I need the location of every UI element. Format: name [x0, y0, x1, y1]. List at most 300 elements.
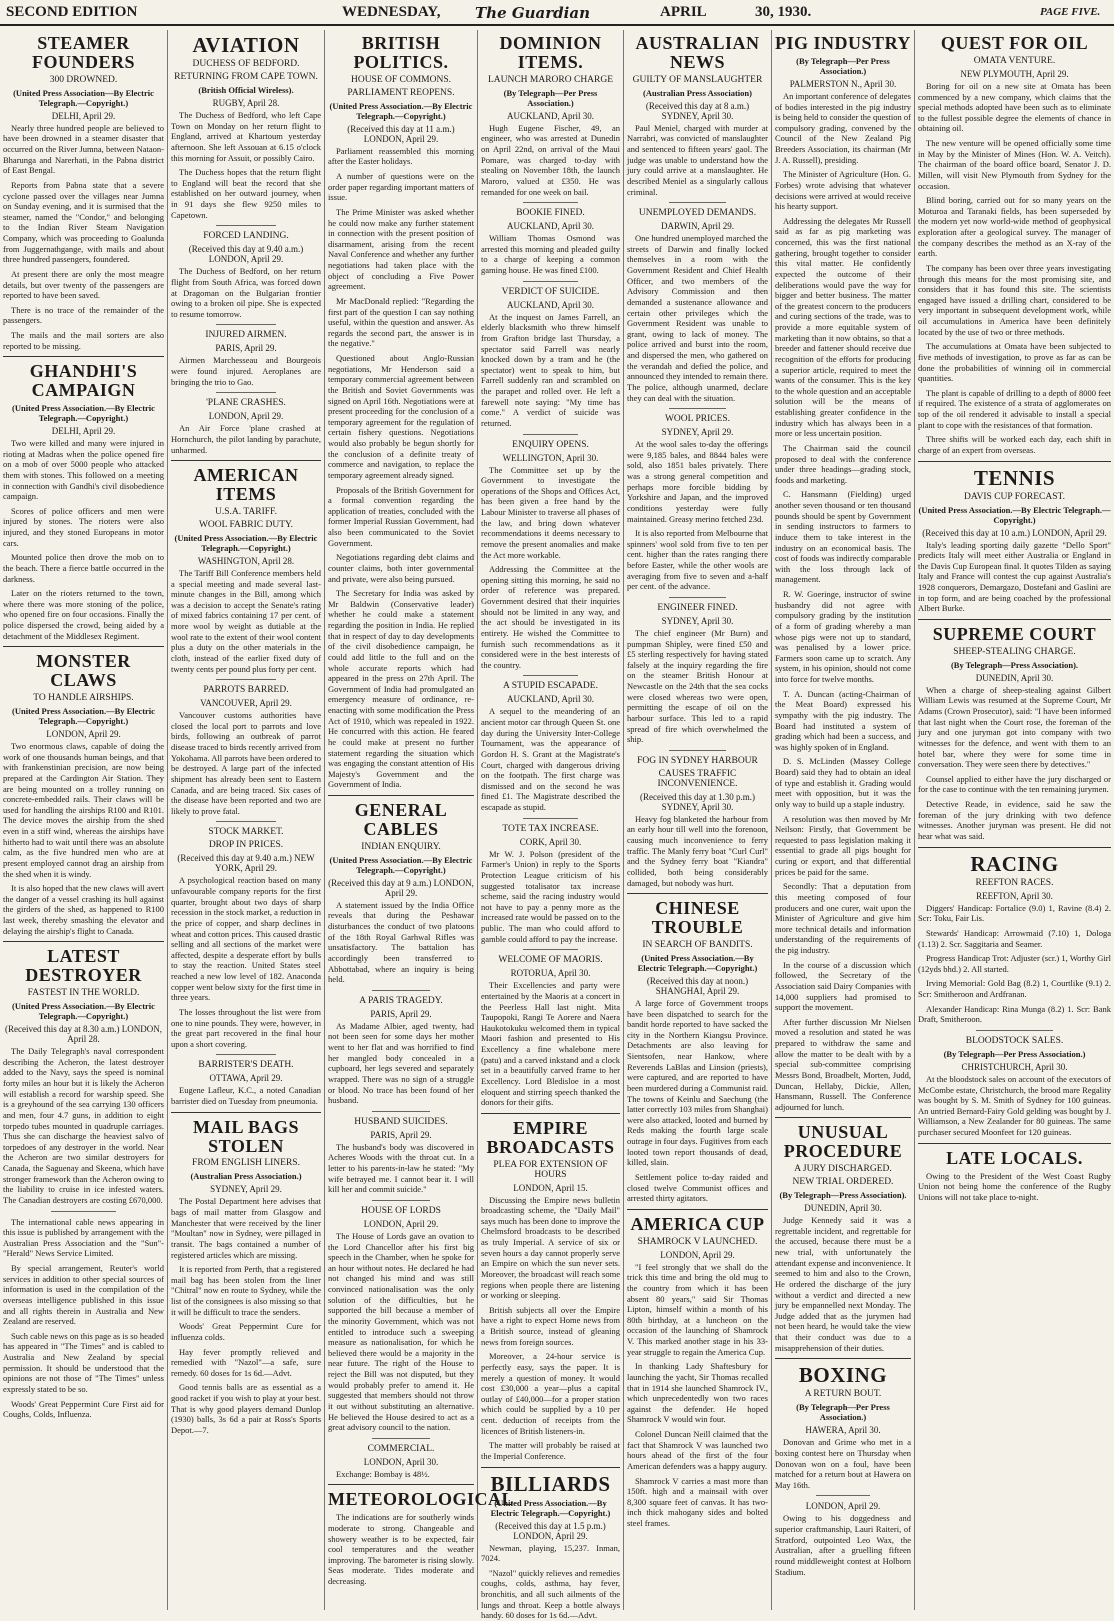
- article-subheading: RETURNING FROM CAPE TOWN.: [174, 72, 318, 83]
- section-divider: [627, 1209, 768, 1210]
- article-paragraph: The chief engineer (Mr Burn) and pumpman Shipley, were fined £50 and £5 sterling respectively for having stated falsely at the inquiry regarding the fire on the steamer British Honour at Newcastle on the 24th that the sea cocks were closed whereas two were open, permitting the escape of oil on the harbour surface. This led to a rapid spread of fire which overwhelmed the ship.: [627, 627, 768, 745]
- article-subheading: VERDICT OF SUICIDE.: [501, 286, 600, 297]
- column-6: [772, 30, 915, 1610]
- article-dateline: SYDNEY, April 29.: [661, 427, 734, 438]
- article-dateline: SYDNEY, April 29.: [210, 1184, 282, 1195]
- article-paragraph: At present there are only the most meagre details, but over twenty of the passengers are reported to have been saved.: [3, 268, 164, 301]
- article-paragraph: An important conference of delegates of bodies interested in the pig industry is being held to consider the question of compulsory grading, convened by the Council of the New Zealand Pig Breeders Association, its chairman (Mr J. A. Russell), presiding.: [775, 90, 911, 165]
- article: [3, 1217, 164, 1420]
- article: [171, 231, 321, 319]
- article: [775, 1364, 911, 1490]
- article-paragraph: Airmen Marchesseau and Bourgeois were found injured. Aeroplanes are bringing the trio to Gao.: [171, 355, 321, 387]
- article-headline: MAIL BAGS STOLEN: [192, 1116, 300, 1156]
- article: [171, 827, 321, 1049]
- article-paragraph: A sequel to the meandering of an ancient motor car through Queen St. one day during the University Inter-College Tournament, was the appearance of Gordon H. S. Grant at the Magistrate's Court, charged with dangerous driving on the footpath. The first charge was dismissed and on the second he was fined £1. The Magistrate described the escapade as stupid.: [481, 706, 620, 813]
- article-subheading: WOOL FABRIC DUTY.: [198, 519, 294, 530]
- article-paragraph: The mails and the mail sorters are also reported to be missing.: [3, 330, 164, 351]
- article-dateline: (Received this day at 10 a.m.) LONDON, April 29.: [922, 527, 1107, 538]
- article-dateline: WASHINGTON, April 28.: [197, 555, 295, 566]
- article: [918, 1036, 1111, 1138]
- section-divider: [216, 821, 276, 822]
- article: [481, 208, 620, 276]
- article-dateline: VANCOUVER, April 29.: [200, 698, 292, 709]
- article-paragraph: A statement issued by the India Office reveals that during the Peshawar disturbances the conduct of two platoons of the 18th Royal Garhwal Rifles was unsatisfactory. The battalion has accordingly been transferred to Abbottabad, where an inquiry is being held.: [328, 899, 474, 985]
- article-dateline: DARWIN, April 29.: [661, 221, 734, 232]
- article-paragraph: Settlement police to-day raided and closed twelve Communist offices and arrested thirty agitators.: [627, 1171, 768, 1204]
- article: [171, 1060, 321, 1106]
- section-divider: [51, 1211, 115, 1212]
- article-subheading: INDIAN ENQUIRY.: [361, 841, 441, 852]
- section-divider: [775, 1358, 911, 1359]
- article-paragraph: The Minister of Agriculture (Hon. G. Forbes) wrote advising that whatever decisions were arrived at would receive his hearty support.: [775, 169, 911, 212]
- article-paragraph: Proposals of the British Government for a formal convention regarding the application of treaties, concluded with the former Imperial Russian Government, had also been communicated to the Soviet Government.: [328, 484, 474, 548]
- article-headline: AMERICAN ITEMS: [193, 465, 299, 505]
- article: [627, 603, 768, 745]
- article-subheading: SHAMROCK V LAUNCHED.: [637, 1236, 758, 1247]
- article-headline: STEAMER FOUNDERS: [31, 33, 135, 72]
- article-headline: AMERICA CUP: [630, 1213, 765, 1234]
- article-paragraph: Progress Handicap Trot: Adjuster (scr.) 1, Worthy Girl (12yds bhd.) 2. All started.: [918, 953, 1111, 974]
- article-subheading: GUILTY OF MANSLAUGHTER: [632, 74, 763, 85]
- article-subheading: HUSBAND SUICIDES.: [354, 1116, 448, 1127]
- article-credit: (By Telegraph—Per Press Association.): [943, 1048, 1086, 1059]
- article-dateline: (Received this day at 1.5 p.m.) LONDON, April 29.: [495, 1520, 606, 1541]
- article-dateline: WELLINGTON, April 30.: [502, 452, 599, 463]
- article-dateline: DELHI, April 29.: [51, 426, 116, 437]
- section-divider: [523, 202, 579, 203]
- date-label: 30, 1930.: [755, 4, 812, 20]
- article-dateline: DELHI, April 29.: [51, 110, 116, 121]
- article-dateline: (Received this day at 8 a.m.) SYDNEY, April 30.: [645, 100, 750, 121]
- article: [627, 34, 768, 197]
- article-paragraph: Diggers' Handicap: Fortalice (9.0) 1, Ravine (8.4) 2. Scr: Toku, Fair Lis.: [918, 902, 1111, 924]
- section-divider: [481, 1113, 620, 1114]
- article: [3, 362, 164, 641]
- section-divider: [372, 1438, 430, 1439]
- article-subheading: TO HANDLE AIRSHIPS.: [33, 693, 134, 704]
- article-paragraph: The international cable news appearing in this issue is published by arrangement with the Australian Press Association and the "Sun"-"Herald" News Service Limited.: [3, 1216, 164, 1259]
- article: [328, 1489, 515, 1587]
- article: [481, 1473, 620, 1621]
- article: [171, 34, 321, 220]
- article-headline: BOXING: [798, 1363, 888, 1388]
- article-paragraph: Two were killed and many were injured in rioting at Madras when the police opened fire on a mob of over 5000 people who attacked them with stones. This followed on a meeting in connection with Gandhi's civil disobedience campaign.: [3, 438, 164, 502]
- article-paragraph: In thanking Lady Shaftesbury for launching the yacht, Sir Thomas recalled that in 1914 she launched Shamrock IV., which unprecedentedly won two races against the defender. He hoped Shamrock V would win four.: [627, 1361, 768, 1425]
- article-paragraph: William Thomas Osmond was arrested this morning and pleaded guilty to a charge of keeping a common gaming house. He was fined £100.: [481, 233, 620, 276]
- article-paragraph: The company has been over three years investigating through this means for the most promising site, and considers that it has found this site. The scientists engaged have issued a drilling chart, considered to be very important in subsequent development work, while oil accumulations in America have been definitely located by the use of two or three methods.: [918, 262, 1111, 337]
- article-subheading: DROP IN PRICES.: [208, 840, 284, 851]
- article-dateline: (Received this day at 8.30 a.m.) LONDON, April 28.: [5, 1024, 162, 1045]
- article-headline: UNUSUAL PROCEDURE: [783, 1122, 903, 1162]
- article: [627, 208, 768, 403]
- article-headline: DOMINION ITEMS.: [499, 33, 602, 72]
- article: [481, 955, 620, 1108]
- article: [775, 34, 911, 1112]
- section-divider: [216, 1054, 276, 1055]
- article-subheading: LAUNCH MARORO CHARGE: [487, 74, 614, 85]
- article: [481, 1119, 620, 1462]
- section-divider: [3, 941, 164, 942]
- article-headline: METEOROLOGICAL: [328, 1489, 515, 1510]
- article-paragraph: There is no trace of the remainder of the passengers.: [3, 304, 164, 326]
- article-paragraph: The new venture will be opened officially some time in May by the Minister of Mines (Hon. W. A. Veitch). The chairman of the board office board, Senator J. D. Millen, will visit New Plymouth from Sydney for the occasion.: [918, 138, 1111, 191]
- article-paragraph: A psychological reaction based on many unfavourable company reports for the first quarter, brought about two days of sharp recession in the stock market, a reduction in the price of copper, and sharp declines in wheat and cotton prices. This caused drastic selling and all sections of the market were affected, despite a desperate effort by bulls to stay the reaction. United States steel reached a new low level of 182. Anaconda copper went below sixty for the first time in three years.: [171, 875, 321, 1003]
- article: [775, 1123, 911, 1353]
- article-subheading: REEFTON RACES.: [975, 877, 1054, 888]
- section-divider: [918, 847, 1111, 848]
- section-divider: [171, 460, 321, 461]
- article-credit: (United Press Association.—By Electric Telegraph.—Copyright.): [12, 403, 155, 424]
- section-divider: [216, 324, 276, 325]
- month-label: APRIL: [660, 4, 707, 20]
- section-divider: [523, 281, 579, 282]
- article-credit: (Australian Press Association.): [190, 1171, 302, 1182]
- article-paragraph: Parliament reassembled this morning after the Easter holidays.: [328, 145, 474, 167]
- article-paragraph: The Postal Department here advises that bags of mail matter from Glasgow and Manchester that were received by the liner "Moultan" now in Sydney, were pillaged in transit. The bags contained a number of registered articles which are missing.: [171, 1196, 321, 1260]
- article-paragraph: Negotiations regarding debt claims and counter claims, both inter governmental and private, were also being pursued.: [328, 552, 474, 584]
- article-dateline: (Received this day at 9.40 a.m.) NEW YORK, April 29.: [177, 853, 315, 874]
- article: [3, 947, 164, 1205]
- article-paragraph: Eugene Lafleur, K.C., a noted Canadian barrister died on Tuesday from pneumonia.: [171, 1085, 321, 1107]
- article-paragraph: Boring for oil on a new site at Omata has been commenced by a new company, which claims that the special methods adopted have been such as to eliminate to the fullest possible degree the elements of chance in obtaining oil.: [918, 80, 1111, 134]
- section-divider: [918, 461, 1111, 462]
- edition-label: SECOND EDITION: [6, 4, 138, 20]
- article-subheading: ENGINEER FINED.: [657, 602, 738, 613]
- article-paragraph: Hay fever promptly relieved and remedied with "Nazol"—a safe, sure remedy. 60 doses for 1s 6d.—Advt.: [171, 1346, 321, 1378]
- column-4: [478, 30, 624, 1621]
- article-paragraph: Stewards' Handicap: Arrowmaid (7.10) 1, Dologa (1.13) 2. Scr. Saggitaria and Seamer.: [918, 927, 1111, 949]
- article-dateline: AUCKLAND, April 30.: [507, 299, 594, 310]
- article-subheading: SHEEP-STEALING CHARGE.: [953, 646, 1076, 657]
- article: [481, 287, 620, 429]
- article-subheading: 300 DROWNED.: [49, 74, 118, 85]
- section-divider: [669, 202, 725, 203]
- article-paragraph: Questioned about Anglo-Russian negotiations, Mr Henderson said a temporary commercial agreement between the British and Soviet Governments was signed on April 16th. Negotiations were at present proceeding for the conclusion of a temporary agreement for the regulation of certain fishery questions. Negotiations would also probably be begun shortly for the conclusion of a definite treaty of commerce and navigation, to replace the temporary agreement already signed.: [328, 353, 474, 480]
- section-divider: [3, 646, 164, 647]
- article-credit: (By Telegraph—Per Press Association.): [796, 1402, 890, 1423]
- article-paragraph: After further discussion Mr Nielsen moved a resolution and stated he was prepared to withdraw the same and allow the matter to be dealt with by a special sub-committee comprising Messrs Bond, Broadbelt, Morten, Judd, Duncan, Hellaby, Dickie, Allen, Hansmann, Russell. The Conference adjourned for lunch.: [775, 1016, 911, 1112]
- article-headline: RACING: [970, 851, 1059, 876]
- article: [481, 824, 620, 945]
- section-divider: [816, 1495, 870, 1496]
- article-paragraph: By special arrangement, Reuter's world services in addition to other special sources of information is used in the compilation of the overseas intelligence published in this issue and all rights therein in Australia and New Zealand are reserved.: [3, 1263, 164, 1327]
- article-dateline: (Received this day at noon.) SHANGHAI, April 29.: [646, 975, 749, 996]
- section-divider: [328, 1484, 474, 1485]
- article-subheading: DAVIS CUP FORECAST.: [964, 491, 1065, 502]
- article-headline: MONSTER CLAWS: [36, 651, 131, 691]
- article-subheading: NEW TRIAL ORDERED.: [792, 1177, 894, 1188]
- article-dateline: LONDON, April 15.: [513, 1182, 588, 1193]
- article-dateline: AUCKLAND, April 30.: [507, 694, 594, 705]
- section-divider: [918, 1143, 1111, 1144]
- section-divider: [328, 795, 474, 796]
- article-dateline: PARIS, April 29.: [370, 1129, 432, 1140]
- section-divider: [216, 392, 276, 393]
- article-subheading: U.S.A. TARIFF.: [215, 506, 277, 517]
- article-dateline: PARIS, April 29.: [370, 1008, 432, 1019]
- article-paragraph: Italy's leading sporting daily gazette "Dello Sport" predicts Italy will meet either Australia or England in the Davis Cup European final. It quotes Tilden as saying Italy and France will contest the cup against Australia's 1928 conquerors, Demargazo, Dostefani and Gaslini are in top form, and are being coached by the professional Albert Burke.: [918, 539, 1111, 614]
- article-paragraph: Owing to the President of the West Coast Rugby Union not being home the conference of the Rugby Unions will not take place to-night.: [918, 1170, 1111, 1202]
- article-paragraph: As Madame Albier, aged twenty, had not been seen for some days her mother went to her flat and was horrified to find her mangled body concealed in a cupboard, her legs severed and separately wrapped. There was no sign of a struggle or blood. No trace has been found of her husband.: [328, 1020, 474, 1106]
- article-paragraph: At the wool sales to-day the offerings were 9,185 bales, and 8844 bales were sold, also 1851 bales privately. There was a strong general competition and perhaps more forcible bidding by Yorkshire and Japan, and the improved conditions yesterday were fully maintained. Greasy merino fetched 23d.: [627, 439, 768, 524]
- article-paragraph: Good tennis balls are as essential as a good racket if you wish to play at your best. That is why good players demand Dunlop (1930) balls, 3s 6d a pair at Ross's Sports Depot.—7.: [171, 1382, 321, 1435]
- article-subheading: WOOL PRICES.: [664, 414, 731, 425]
- article-paragraph: The indications are for southerly winds moderate to strong. Changeable and showery weather is to be expected, fair cool temperatures and the weather improving. The barometer is rising slowly. Seas moderate. Tides moderate and decreasing.: [328, 1512, 474, 1587]
- article: [328, 1117, 474, 1195]
- article-paragraph: The Secretary for India was asked by Mr Baldwin (Conservative leader) whether he could make a statement regarding the position in India. He replied that in respect of day to day developments of the civil disobedience campaign, he could add little to the full and on the whole accurate reports which had appeared in the press on 27th April. The Government of India had promulgated an emergency measure of ordinance, re-enacting with some modification the Press Act of 1910, which was repealed in 1922. He concurred with this action. He feared he could make at present no further statement regarding the situation which was engaging the constant attention of His Majesty's Government and the Government of India.: [328, 588, 474, 790]
- article-paragraph: The House of Lords gave an ovation to the Lord Chancellor after his first big speech in the Chamber, when he spoke for an hour without notes. He declared he had not changed his mind and was still convinced nationalisation was the only solution of the difficulties, but he supported the bill because a member of the minority Government, which was not entitled to introduce such a sweeping measure as nationalisation, for which he believed there would be a majority in the near future. The right of the House to reject the Bill was not disputed, but they would probably prefer to amend it. He suggested that members should not throw it out without substituting an alternative. He believed the House desired to act as a great advisory council to the nation.: [328, 1230, 474, 1433]
- article: [627, 1215, 768, 1529]
- article-paragraph: Donovan and Grime who met in a boxing contest here on Thursday when Donovan won on a foul, have been matched for a return bout at Hawera on May 16th.: [775, 1437, 911, 1490]
- article-paragraph: Reports from Pabna state that a severe cyclone passed over the villages near Jumna on Sunday evening, and it is surmised that the steamer, named the "Condor," and belonging to the Indian River Steam Navigation Company, which was proceeding to Goalunda from Juggernathgange, with mails and about three hundred passengers, foundered.: [3, 179, 164, 265]
- article-paragraph: Mr W. J. Polson (president of the Farmer's Union) in reply to the Sports Protection League criticism of his suggested totalisator tax increase scheme, said the racing industry would not have to pay a penny more as the increased rate would be passed on to the public. The man who could afford to gamble could afford to pay the increase.: [481, 848, 620, 944]
- article-dateline: (Received this day at 9.40 a.m.) LONDON, April 29.: [188, 244, 304, 265]
- section-divider: [976, 1030, 1053, 1031]
- paper-title: The Guardian: [475, 4, 590, 22]
- article-subheading: IN SEARCH OF BANDITS.: [642, 939, 753, 950]
- article-paragraph: Moreover, a 24-hour service is perfectly easy, says the paper. It is merely a question of money. It would cost £30,000 a year—plus a capital outlay of £40,000—for a proper station which could be supplied by a 10 per cent. deduction of receipts from the licences of British listeners-in.: [481, 1351, 620, 1436]
- article-headline: AVIATION: [192, 33, 300, 57]
- article: [328, 34, 474, 790]
- section-divider: [918, 619, 1111, 620]
- article-dateline: LONDON, April 30.: [363, 1456, 439, 1467]
- article-paragraph: Alexander Handicap: Rina Munga (8.2) 1. Scr: Bank Draft, Smitheroon.: [918, 1003, 1111, 1025]
- article-paragraph: Mounted police then drove the mob on to the beach. There a fierce battle occurred in the darkness.: [3, 552, 164, 584]
- article-paragraph: Nearly three hundred people are believed to have been drowned in a steamer disaster that occurred on the River Jumna, between Nataon-Bharunga and Narerhati, in the Pabna district of East Bengal.: [3, 122, 164, 176]
- section-divider: [216, 679, 276, 680]
- article-paragraph: The Committee set up by the Government to investigate the operations of the Shops and Offices Act, has been given a free hand by the Labour Minister to traverse all phases of the law, and bring down whatever recommendations it deems necessary to remove the present anomalies and make the Act more workable.: [481, 464, 620, 560]
- article: [171, 1118, 321, 1436]
- article-subheading: A RETURN BOUT.: [804, 1389, 882, 1400]
- article-paragraph: A number of questions were on the order paper regarding important matters of issue.: [328, 171, 474, 203]
- article-subheading: FASTEST IN THE WORLD.: [27, 988, 140, 999]
- section-divider: [669, 597, 725, 598]
- article-paragraph: Vancouver customs authorities have closed the local port to parrots and love birds, following an outbreak of parrot disease traced to birds recently arrived from Yokohama. All parrots have been ordered to be destroyed. A large part of the infected shipment has already been sent to Eastern Canada, and are being traced. Six cases of the disease have been reported and two are likely to prove fatal.: [171, 710, 321, 816]
- article-credit: (United Press Association.—By Electric Telegraph.—Copyright.): [490, 1497, 611, 1518]
- article-paragraph: It is also hoped that the new claws will avert the danger of a vessel crashing its hull against the girders of the shed, as happened to R100 last week, thereby smashing the elevator and delaying the airship's flight to Canada.: [3, 883, 164, 936]
- article: [328, 1206, 474, 1433]
- column-1: [0, 30, 168, 1610]
- article-paragraph: D. S. McLinden (Massey College Board) said they had to obtain an ideal of type and establish it. Grading would meet with opposition, but it was the only way to build up a staple industry.: [775, 756, 911, 809]
- article-dateline: LONDON, April 29.: [660, 1249, 735, 1260]
- article-dateline: REEFTON, April 30.: [976, 890, 1053, 901]
- article: [918, 467, 1111, 614]
- article-paragraph: Mr MacDonald replied: "Regarding the first part of the question I can say nothing useful, within the question and answer. As regards the second part, the answer is in the negative.": [328, 295, 474, 349]
- article-paragraph: The Prime Minister was asked whether he could now make any further statement in connection with the present position of disarmament, arising from the recent Naval Conference and whether any further negotiations had taken place with the object of concluding a Five Power agreement.: [328, 206, 474, 292]
- section-divider: [3, 356, 164, 357]
- column-3: [325, 30, 515, 1610]
- article-dateline: NEW PLYMOUTH, April 29.: [960, 68, 1069, 79]
- section-divider: [481, 1467, 620, 1468]
- article: [171, 330, 321, 387]
- article-paragraph: The losses throughout the list were from one to nine pounds. They were, however, in the great part recovered in the final hour upon a short covering.: [171, 1006, 321, 1049]
- article-subheading: DUCHESS OF BEDFORD.: [192, 59, 300, 70]
- section-divider: [669, 408, 725, 409]
- article-paragraph: The Daily Telegraph's naval correspondent describing the Acheron, the latest destroyer added to the Navy, says the speed is nominal forty miles an hour but it is likely the Acheron will establish a record for warship speed. She is a greyhound of the sea carrying 130 officers and men, four 4.7 guns, in addition to eight torpedo tubes mounted in quadruple carriages. Thus she can discharge the heaviest salvo of torpedoes of any destroyer in the world. Near the Acheron are two similar destroyers for Canada, the Saguenay and Skeena, which have stronger framework than the Acheron owing to the liability to cruise in ice infested waters. The Canadian destroyers are costing £670,000.: [3, 1046, 164, 1205]
- section-divider: [523, 818, 579, 819]
- article-headline: EMPIRE BROADCASTS: [486, 1117, 615, 1157]
- article-paragraph: Irving Memorial: Gold Bag (8.2) 1, Courtlike (9.1) 2. Scr: Smitheroon and Ardfranan.: [918, 978, 1111, 999]
- section-divider: [669, 750, 725, 751]
- article-paragraph: The accumulations at Omata have been subjected to five methods of investigation, to prove as far as can be done the probabilities of winning oil in commercial quantities.: [918, 341, 1111, 384]
- article: [627, 414, 768, 592]
- article-headline: LATEST DESTROYER: [25, 946, 142, 986]
- article-dateline: CHRISTCHURCH, April 30.: [961, 1061, 1068, 1072]
- section-divider: [372, 990, 430, 991]
- article-subheading: WELCOME OF MAORIS.: [498, 955, 603, 966]
- article-paragraph: Addressing the delegates Mr Russell said as far as pig marketing was concerned, this was the first national gathering, brought together to consider this vital matter. He confidently expected the outcome of their deliberations would pave the way for bigger and better business. The matter of the greatest concern to the producers and curing sections of the trade, was to provide a more equitable system of marketing than it now obtains, so that a breeder and fattener should receive due recognition of the efforts for producing a superior article, required to meet the wants of the consumer. This is the key to the whole question and an acceptable solution will be the means of establishing greater confidence in the industry which has always been in a more or less uncertain position.: [775, 215, 911, 439]
- article: [918, 1149, 1111, 1203]
- article-subheading: COMMERCIAL.: [367, 1443, 435, 1454]
- article-paragraph: Shamrock V carries a mast more than 150ft. high and a mainsail with over 8,300 square feet of canvas. It has two-inch thick mahogany sides and bolted steel frames.: [627, 1475, 768, 1529]
- column-2: [168, 30, 325, 1610]
- article-paragraph: Judge Kennedy said it was a regrettable incident, and regrettable for the accused, because there must be a new trial, with unfortunately the attendant expense and inconvenience. It seemed to him and also to the Crown, He ordered the discharge of the jury without a verdict and directed a new jury be empannelled next Monday. The Judge added that as the jurymen had not been heard, he would take the view that their conduct was due to a misapprehension of their duties.: [775, 1215, 911, 1353]
- article-credit: (Australian Press Association): [643, 87, 752, 98]
- article-paragraph: "I feel strongly that we shall do the trick this time and bring the old mug to the country from which it has been absent 80 years," said Sir Thomas Lipton, himself within a month of his 80th birthday, at a luncheon on the occasion of the launching of Shamrock V. This marked another stage in his 33-year struggle to regain the America Cup.: [627, 1261, 768, 1357]
- article-paragraph: It is reported from Perth, that a registered mail bag has been stolen from the liner "Chitral" now en route to Sydney, while the list of the consignees is also missing so that it will be difficult to trace the senders.: [171, 1264, 321, 1317]
- article-credit: (United Press Association.—By Electric Telegraph.—Copyright.): [637, 952, 758, 973]
- article: [627, 899, 768, 1204]
- article-subheading: UNEMPLOYED DEMANDS.: [638, 208, 757, 219]
- article-paragraph: Discussing the Empire news bulletin broadcasting scheme, the "Daily Mail" says much has been done to improve the Chelmsford broadcasts to be described as truly Imperial. A service of six or seven hours a day cannot properly serve an Empire on which the sun never sets. Moreover, the broadcast will reach some regions when people there are listening or working or sleeping.: [481, 1194, 620, 1301]
- article: [918, 853, 1111, 1025]
- article-paragraph: Woods' Great Peppermint Cure First aid for Coughs, Colds, Influenza.: [3, 1398, 164, 1420]
- article: [3, 652, 164, 936]
- article-subheading: A PARIS TRAGEDY.: [359, 995, 443, 1006]
- article-dateline: AUCKLAND, April 30.: [507, 221, 594, 232]
- article-paragraph: The Duchess hopes that the return flight to England will beat the record that she established on her outward journey, when in 91 days she flew 9250 miles to Capetown.: [171, 167, 321, 220]
- article-paragraph: C. Hansmann (Fielding) urged another seven thousand or ten thousand pounds should be spent by Government in sending instructors to farmers to induce them to take interest in the industry on an economical basis. The cost of foods was indirectly comparable with the loss through lack of management.: [775, 489, 911, 585]
- article-credit: (United Press Association.—By Electric Telegraph.—Copyright.): [329, 100, 473, 121]
- article-paragraph: The Chairman said the council proposed to deal with the conference under three headings—grading stock, foods and marketing.: [775, 442, 911, 485]
- article-paragraph: When a charge of sheep-stealing against Gilbert William Lewis was resumed at the Supreme Court, Mr Adams (Crown Prosecutor), said: "I have been informed that last night when the Court rose, the foreman of the jury and one juryman got into company with two witnesses for the defence, and went with them to an hotel bar, where they were for some time in conversation. They were seen there by detectives.": [918, 684, 1111, 770]
- article-paragraph: The plant is capable of drilling to a depth of 8000 feet if required. The existence of a strata of agglomerates on top of the oil rendered it advisable to install a special plant to cope with the resistances of that formation.: [918, 387, 1111, 430]
- article-paragraph: A large force of Government troops have been dispatched to search for the bandit horde reported to have sacked the city in the Northern Kiangsu Province. Detachments are also leaving for Sientsofen, near Hankow, where Reverends LaBlas and Linsion (priests), were captured, and are reported to have been murdered during a Communist raid. The towns of Keinlu and Saechung (the latter correctly 103 miles from Shanghai) were also attacked, looted and burned by Reds making the fourth large scale outrage in four days. Fugitives from each looted town report thousands of dead, killed, slain.: [627, 997, 768, 1168]
- article-dateline: LONDON, April 29.: [363, 1218, 439, 1229]
- article-credit: (By Telegraph—Press Association).: [779, 1190, 907, 1201]
- article: [481, 34, 620, 197]
- article: [775, 1501, 911, 1577]
- article-headline: SUPREME COURT: [932, 623, 1097, 644]
- article: [918, 34, 1111, 456]
- article-credit: (United Press Association.—By Electric Telegraph.—Copyright.): [918, 504, 1111, 525]
- article-subheading: BOOKIE FINED.: [516, 208, 585, 219]
- article-subheading: TOTE TAX INCREASE.: [502, 823, 599, 834]
- article-paragraph: Such cable news on this page as is so headed has appeared in "The Times" and is cabled to Australia and New Zealand by special permission. It should be understood that the opinions are not those of "The Times" unless expressly stated to be so.: [3, 1330, 164, 1394]
- article: [627, 756, 768, 888]
- section-divider: [775, 1117, 911, 1118]
- article-dateline: LONDON, April 29.: [805, 1501, 881, 1512]
- article-dateline: CORK, April 30.: [519, 836, 582, 847]
- article-paragraph: The husband's body was discovered in Acheres Woods with the throat cut. In a letter to his parents-in-law he stated: "My wife betrayed me. I cannot bear it. I will kill her and commit suicide.": [328, 1141, 474, 1195]
- article-headline: CHINESE TROUBLE: [651, 898, 744, 938]
- article: [3, 34, 164, 351]
- article-subheading: INJURED AIRMEN.: [205, 330, 287, 341]
- article-paragraph: Scores of police officers and men were injured by stones. The rioters were also injured, and they stoned Europeans in motor cars.: [3, 505, 164, 548]
- article-subheading: PLEA FOR EXTENSION OF HOURS: [493, 1159, 608, 1180]
- section-divider: [216, 225, 276, 226]
- article-dateline: SYDNEY, April 30.: [661, 615, 734, 626]
- section-divider: [372, 1111, 430, 1112]
- article-credit: (United Press Association.—By Electric Telegraph.—Copyright.): [12, 1001, 155, 1022]
- article-headline: TENNIS: [973, 465, 1056, 490]
- article-paragraph: British subjects all over the Empire have a right to expect Home news from a British source, instead of gleaning news from foreign sources.: [481, 1304, 620, 1347]
- article-credit: (United Press Association.—By Electric Telegraph.—Copyright.): [12, 706, 155, 727]
- article-subheading: BLOODSTOCK SALES.: [965, 1035, 1064, 1046]
- article-paragraph: "Nazol" quickly relieves and remedies coughs, colds, asthma, hay fever, bronchitis, and all such ailments of the lungs and throat. Keep a bottle always handy. 60 doses for 1s 6d.—Advt.: [481, 1567, 620, 1621]
- article-dateline: LONDON, April 29.: [208, 411, 284, 422]
- article-subheading: FROM ENGLISH LINERS.: [192, 1158, 300, 1169]
- article-credit: (British Official Wireless).: [198, 85, 294, 96]
- article-subheading: A STUPID ESCAPADE.: [503, 681, 598, 692]
- article-dateline: PALMERSTON N., April 30.: [789, 78, 897, 89]
- article-paragraph: Three shifts will be worked each day, each shift in charge of an expert from overseas.: [918, 434, 1111, 455]
- article-subheading: PARROTS BARRED.: [203, 685, 289, 696]
- article-paragraph: An Air Force 'plane crashed at Hornchurch, the pilot landing by parachute, unharmed.: [171, 423, 321, 455]
- article-subheading: FORCED LANDING.: [203, 231, 289, 242]
- article: [171, 466, 321, 674]
- article: [481, 681, 620, 812]
- article-dateline: DUNEDIN, April 30.: [804, 1203, 882, 1214]
- article-headline: QUEST FOR OIL: [940, 33, 1089, 53]
- article-credit: (United Press Association.—By Electric Telegraph.—Copyright.): [174, 532, 318, 553]
- article-paragraph: Secondly: That a deputation from this meeting composed of four producers and one curer, wait upon the Minister of Agriculture and give him more technical details and information understanding of the requirements of the pig industry.: [775, 881, 911, 956]
- article-subheading: PARLIAMENT REOPENS.: [347, 87, 455, 98]
- article-paragraph: Counsel applied to either have the jury discharged or for the case to continue with the ten remaining jurymen.: [918, 773, 1111, 795]
- article-credit: (United Press Association.—By Electric Telegraph.—Copyright.): [329, 854, 473, 875]
- article-dateline: LONDON, April 29.: [46, 729, 121, 740]
- article-paragraph: The Duchess of Bedford, who left Cape Town on Monday on her return flight to England, arrived at Khartoum yesterday afternoon. She left Assouan at 6.15 o'clock this morning for Assuit, or possibly Cairo.: [171, 110, 321, 163]
- article-paragraph: It is also reported from Melbourne that spinners' wool sold from five to ten per cent. higher than the rates ranging there before Easter, while the other wools are averaging from five to seven and a-half per cent. of the advance.: [627, 528, 768, 592]
- article-paragraph: Blind boring, carried out for so many years on the Moturoa and Taranaki fields, has been superseded by the modern yet now world-wide method of geophysical exploration after a geological survey. The manager of the company describes the method as an X-ray of the earth.: [918, 195, 1111, 259]
- section-divider: [523, 949, 579, 950]
- article-subheading: HOUSE OF LORDS: [361, 1205, 441, 1216]
- article-credit: (By Telegraph—Press Association).: [950, 659, 1079, 670]
- article-paragraph: Two enormous claws, capable of doing the work of one thousands human beings, and that with frankenstinian precision, are now being prepared at the Cardington Air Station. They are being mounted on a trolley running on concrete-embedded rails. Their claws will be used for handling the airships R100 and R101. The device moves the airship from the shed even in a stiff wind, whereas the airships have hitherto had to wait until there was an absolute calm, as the five hundred men who are at present employed cannot drag an airship from the shed when it is windy.: [3, 741, 164, 879]
- article-paragraph: T. A. Duncan (acting-Chairman of the Meat Board) expressed his sympathy with the pig industry. The Board had instituted a system of grading which had been a success, and was highly spoken of in England.: [775, 688, 911, 752]
- article-headline: LATE LOCALS.: [946, 1147, 1083, 1168]
- article-paragraph: Owing to his doggedness and superior craftmanship, Lauri Raiteri, of Stratford, outpointed Leo Wax, the Australian, after a gruelling fifteen round middleweight contest at Holborn Stadium.: [775, 1513, 911, 1577]
- article-paragraph: In the course of a discussion which followed, the Secretary of the Association said Dairy Companies with 14,000 suppliers had promised to support the movement.: [775, 959, 911, 1013]
- article-paragraph: Detective Reade, in evidence, said he saw the foreman of the jury drinking with two defence witnesses. Another juryman was present. He did not hear what was said.: [918, 799, 1111, 841]
- article-dateline: (Received this day at 1.30 p.m.) SYDNEY, April 30.: [640, 791, 755, 812]
- article-paragraph: At the inquest on James Farrell, an elderly blacksmith who threw himself from Grafton bridge last Thursday, a spectator said Farrell was nearly knocked down by a tram and he (the spectator) went to speak to him, but Farrell suddenly ran and scrambled on the parapet and rolled over. He left a farewell note saying: "My time has come." A verdict of suicide was returned.: [481, 311, 620, 428]
- article-paragraph: One hundred unemployed marched the streets of Darwin and finally locked themselves in a room with the Government Resident and Chief Health Officer, and two members of the Advisory Commission and then demanded a sustenance allowance and certain other privileges which the Government Resident was unable to grant, owing to lack of money. The police arrived and burst into the room, and dispersed the men, who gathered on the verandah and defied the police, and announced they intended to remain there. The police, although unarmed, declare they can deal with the situation.: [627, 233, 768, 403]
- article-paragraph: The Tariff Bill Conference members held a special meeting and made several last-minute changes in the Bill, among which was a decision to accept the Senate's rating of mixed fabrics containing 17 per cent. of more wool by weight as dutiable at the wool rate to the extent of their wool content plus a duty on the other materials in the cloth, instead of the earlier fixed duty of twenty cents per pound plus forty per cent.: [171, 567, 321, 674]
- article-paragraph: The matter will probably be raised at the Imperial Conference.: [481, 1440, 620, 1461]
- article: [171, 685, 321, 816]
- article-subheading: STOCK MARKET.: [208, 827, 284, 838]
- article-dateline: OTTAWA, April 29.: [209, 1073, 283, 1084]
- page-number: PAGE FIVE.: [1040, 6, 1101, 18]
- article-paragraph: Addressing the Committee at the opening sitting this morning, he said no order of reference was prepared. Government desired that their inquiries should not be limited in any way, and the act should be investigated in its entirety. He wished the Committee to furnish such recommendations as it considered were in the best interests of the country.: [481, 564, 620, 670]
- article-paragraph: Newman, playing, 15,237. Inman, 7024.: [481, 1542, 620, 1564]
- article-dateline: PARIS, April 29.: [215, 343, 277, 354]
- section-divider: [627, 893, 768, 894]
- article-paragraph: Colonel Duncan Neill claimed that the fact that Shamrock V was launched two hours ahead of the first of the four American defenders was a happy augury.: [627, 1429, 768, 1471]
- article-paragraph: The Duchess of Bedford, on her return flight from South Africa, was forced down at Dragoman on the Bulgarian frontier owing to a broken oil pipe. She is expected to resume tomorrow.: [171, 266, 321, 319]
- article-paragraph: Their Excellencies and party were entertained by the Maoris at a concert in the Peerless Hall last night. Mita Taupopoki, Rangi Te Aorere and Naera Haukotokuku welcomed them in typical Maori fashion and presented to His Excellency a fine whalebone mere (patu) and a carved inkstand and a clock set in a beautifully carved frame to her Excellency. Lord Bledisloe in a most eloquent and stirring speech thanked the donors for their gifts.: [481, 980, 620, 1108]
- article-dateline: RUGBY, April 28.: [212, 98, 280, 109]
- article: [328, 996, 474, 1106]
- article-headline: GHANDHI'S CAMPAIGN: [29, 361, 138, 401]
- article: [481, 440, 620, 671]
- article-dateline: HAWERA, April 30.: [805, 1425, 881, 1436]
- article-dateline: ROTORUA, April 30.: [510, 968, 591, 979]
- article-subheading: CAUSES TRAFFIC INCONVENIENCE.: [657, 768, 738, 789]
- section-divider: [171, 1112, 321, 1113]
- article-subheading: 'PLANE CRASHES.: [206, 398, 286, 409]
